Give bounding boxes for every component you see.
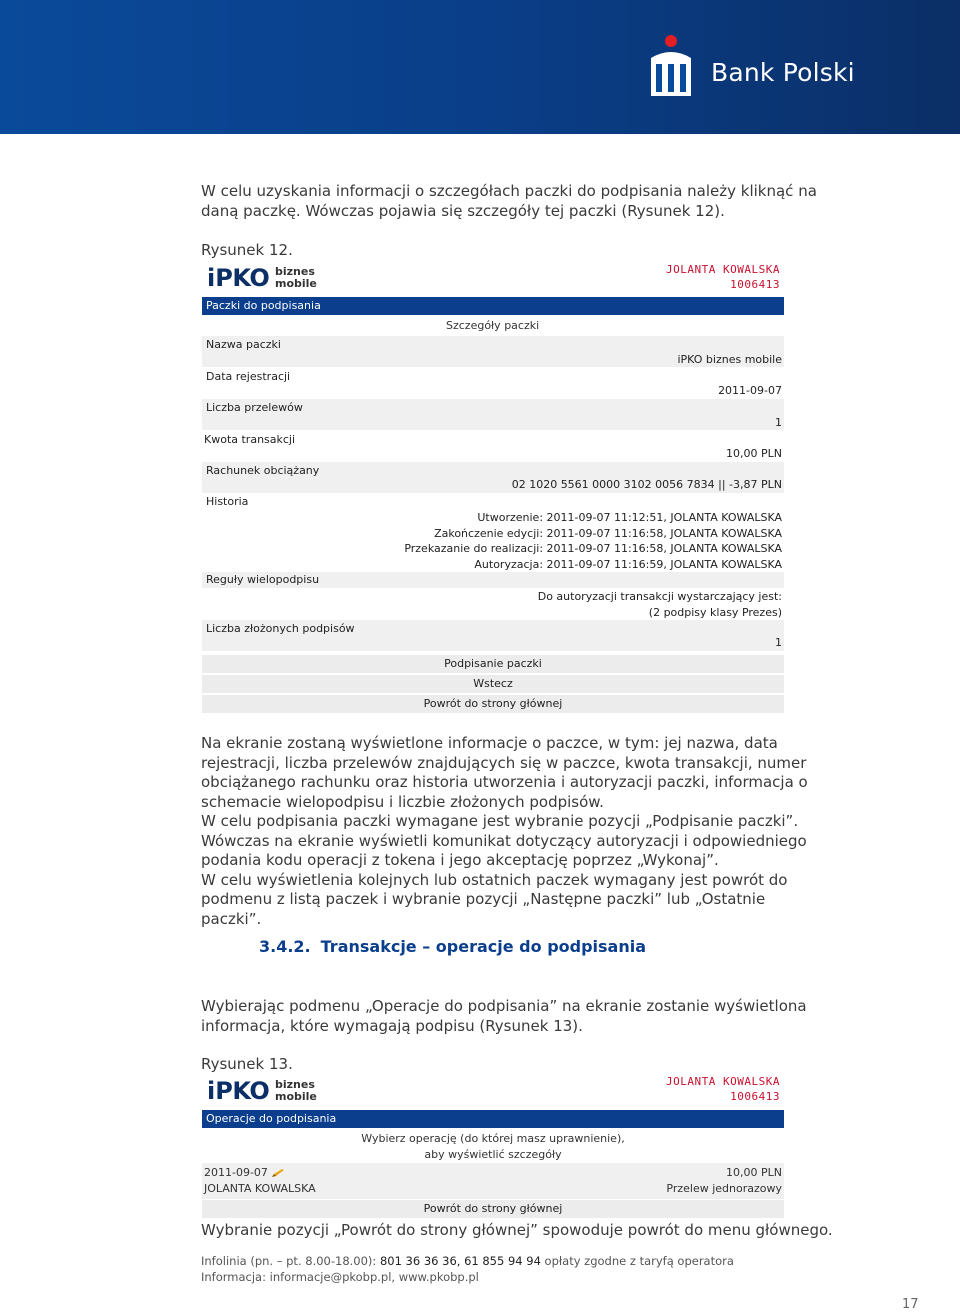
row-rachunek: Rachunek obciążany	[202, 462, 784, 493]
value-podpisy: 1	[775, 636, 782, 649]
row-liczba: Liczba przelewów	[202, 399, 784, 430]
pencil-icon	[271, 1168, 285, 1178]
operation-type: Przelew jednorazowy	[666, 1182, 782, 1195]
user-id: 1006413	[730, 278, 780, 291]
operations-instruction: Wybierz operację (do której masz uprawnienie), aby wyświetlić szczegóły	[361, 1132, 625, 1161]
menu-bar-operacje[interactable]: Operacje do podpisania	[202, 1110, 784, 1128]
page-footer	[201, 1253, 734, 1285]
row-historia: Historia	[206, 495, 249, 508]
operation-item[interactable]	[202, 1163, 784, 1199]
ipko-biznes-logo-2: iPKO biznes mobile	[207, 1077, 317, 1105]
operation-user: JOLANTA KOWALSKA	[204, 1182, 316, 1195]
sign-package-button[interactable]: Podpisanie paczki	[202, 655, 784, 673]
row-nazwa: Nazwa paczki	[202, 336, 784, 367]
figure-12-label: Rysunek 12.	[201, 241, 293, 259]
ipko-biznes-logo: iPKO biznes mobile	[207, 264, 317, 292]
page-header	[0, 0, 960, 134]
value-data: 2011-09-07	[718, 384, 782, 397]
home-button[interactable]: Powrót do strony głównej	[202, 695, 784, 713]
user-name: JOLANTA KOWALSKA	[666, 263, 780, 276]
section-number: 3.4.2.	[259, 937, 311, 956]
closing-paragraph: Wybranie pozycji „Powrót do strony głównej” spowoduje powrót do menu głównego.	[201, 1221, 833, 1239]
value-rachunek: 02 1020 5561 0000 3102 0056 7834 || -3,87 PLN	[511, 478, 782, 491]
paragraph-2: W celu podpisania paczki wymagane jest wybranie pozycji „Podpisanie paczki”. Wówczas na ekranie wyświetli komunikat dotyczący autoryzacji i odpowiedniego podania kodu operacji z tokena i jego akceptację poprzez „Wykonaj”.	[201, 812, 807, 869]
user-name-2: JOLANTA KOWALSKA	[666, 1075, 780, 1088]
paragraph-1: Na ekranie zostaną wyświetlone informacje o paczce, w tym: jej nazwa, data rejestracji, liczba przelewów znajdujących się w paczce, kwota transakcji, numer obciążanego rachunku oraz historia utworzenia i autoryzacji paczki, informacja o schemacie wielopodpisu i liczbie złożonych podpisów.	[201, 734, 808, 811]
row-data: Data rejestracji	[206, 370, 291, 383]
figure-13-label: Rysunek 13.	[201, 1055, 293, 1073]
row-podpisy: Liczba złożonych podpisów	[202, 620, 784, 651]
user-id-2: 1006413	[730, 1090, 780, 1103]
value-nazwa: iPKO biznes mobile	[677, 353, 782, 366]
value-historia: Utworzenie: 2011-09-07 11:12:51, JOLANTA KOWALSKA Zakończenie edycji: 2011-09-07 11:16:58, JOLANTA KOWALSKA Przekazanie do realizacji: 2011-09-07 11:16:58, JOLANTA KOWALSKA Autoryzacja: 2011-09-07 11:16:59, JOLANTA KOWALSKA	[404, 511, 782, 572]
value-kwota: 10,00 PLN	[726, 447, 782, 460]
home-button-2[interactable]: Powrót do strony głównej	[202, 1200, 784, 1218]
value-liczba: 1	[775, 416, 782, 429]
section-title: Transakcje – operacje do podpisania	[320, 937, 647, 956]
operation-amount: 10,00 PLN	[726, 1166, 782, 1179]
section-heading	[259, 937, 646, 956]
paragraph-3: W celu wyświetlenia kolejnych lub ostatnich paczek wymagany jest powrót do podmenu z listą paczek i wybranie pozycji „Następne paczki” lub „Ostatnie paczki”.	[201, 870, 788, 928]
operation-date: 2011-09-07	[204, 1166, 268, 1179]
page-number: 17	[902, 1297, 919, 1312]
user-info-2	[666, 1074, 780, 1104]
value-reguly: Do autoryzacji transakcji wystarczający jest: (2 podpisy klasy Prezes)	[537, 590, 782, 619]
brand-name: Bank Polski	[711, 58, 855, 87]
intro-paragraph: W celu uzyskania informacji o szczegółach paczki do podpisania należy kliknąć na daną paczkę. Wówczas pojawia się szczegóły tej paczki (Rysunek 12).	[201, 182, 817, 220]
user-info	[666, 262, 780, 292]
footer-hotline: Infolinia (pn. – pt. 8.00-18.00): 801 36 36 36, 61 855 94 94 opłaty zgodne z taryfą operatora	[201, 1254, 734, 1268]
details-title: Szczegóły paczki	[446, 319, 540, 332]
footer-contact: Informacja: informacje@pkobp.pl, www.pkobp.pl	[201, 1270, 479, 1284]
menu-bar-paczki[interactable]: Paczki do podpisania	[202, 297, 784, 315]
intro2-paragraph: Wybierając podmenu „Operacje do podpisania” na ekranie zostanie wyświetlona informacja, które wymagają podpisu (Rysunek 13).	[201, 997, 807, 1035]
row-reguly: Reguły wielopodpisu	[202, 572, 784, 588]
description-paragraphs	[201, 734, 821, 929]
back-button[interactable]: Wstecz	[202, 675, 784, 693]
pko-logo-icon	[645, 34, 697, 104]
row-kwota: Kwota transakcji	[204, 433, 296, 446]
